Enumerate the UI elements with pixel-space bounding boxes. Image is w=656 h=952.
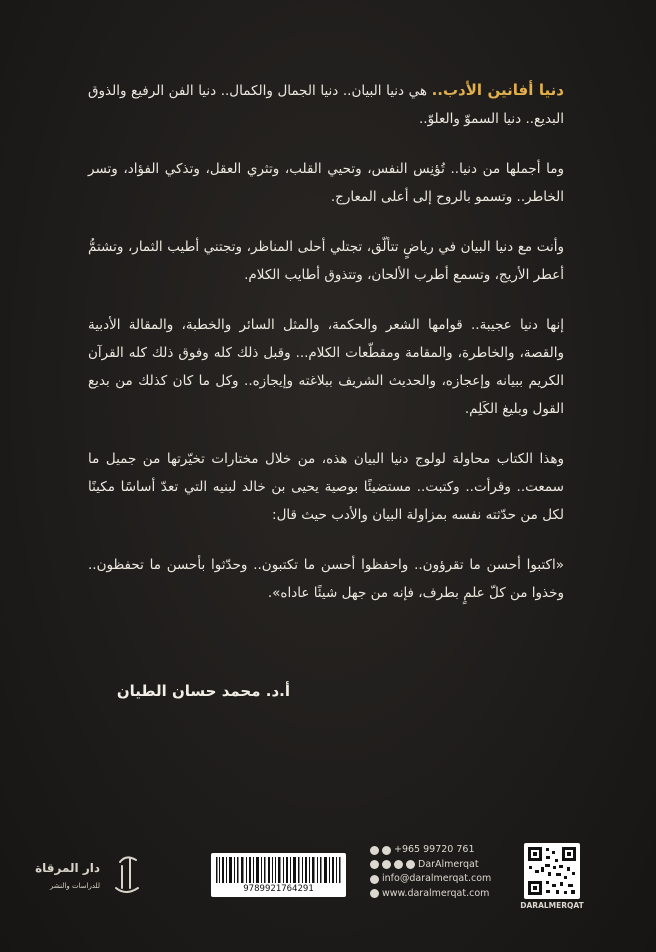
paragraph-5: [88, 445, 564, 529]
social-handle: DarAlmerqat: [418, 858, 479, 870]
website-url: www.daralmerqat.com: [382, 887, 490, 899]
paragraph-2: [88, 155, 564, 211]
quote-paragraph: [88, 551, 564, 607]
globe-icon: [370, 889, 379, 898]
phone-icon: [382, 846, 391, 855]
telegram-icon: [406, 860, 415, 869]
paragraph-text: وما أجملها من دنيا.. تُؤنِس النفس، وتحيي القلب، وتثري العقل، وتذكي الفؤاد، وتسر الخاطر.. وتسمو بالروح إلى أعلى المعارج.: [88, 161, 564, 205]
publisher-name: دار المرقاة: [35, 861, 100, 875]
publisher-contacts: [370, 843, 520, 901]
paragraph-highlight: دنيا أفانين الأدب..: [431, 81, 564, 99]
qr-code-icon: [524, 843, 580, 899]
phone-number: +965 99720 761: [394, 844, 475, 855]
twitter-icon: [382, 860, 391, 869]
paragraph-4: [88, 311, 564, 423]
barcode-bars-icon: [216, 857, 341, 883]
paragraph-text: إنها دنيا عجيبة.. قوامها الشعر والحكمة، والمثل السائر والخطبة، والمقالة الأدبية والقصة، والخاطرة، والمقامة ومقطّعات الكلام... وقبل ذلك كله وفوق ذلك كله القرآن الكريم ببيانه وإعجازه، والحديث الشريف ببلاغته وإيجازه.. وكل ما كان كذلك من بديع القول وبليغ الكَلِم.: [88, 317, 564, 417]
instagram-icon: [394, 860, 403, 869]
facebook-icon: [370, 860, 379, 869]
qr-caption: DARALMERQAT: [520, 901, 584, 910]
paragraph-text: وأنت مع دنيا البيان في رياضٍ تتألّق، تجتلي أحلى المناظر، وتجتني أطيب الثمار، وتشتمُّ أعطر الأريج، وتسمع أطرب الألحان، وتتذوق أطايب الكلام.: [88, 239, 564, 283]
isbn-number: 9789921764291: [243, 884, 314, 894]
publisher-logo-icon: [35, 848, 152, 900]
email-icon: [370, 875, 379, 884]
email-address: info@daralmerqat.com: [382, 873, 492, 884]
author-signature: أ.د. محمد حسان الطيان: [116, 682, 290, 700]
paragraph-text: وهذا الكتاب محاولة لولوج دنيا البيان هذه، من خلال مختارات تخيّرتها من جميل ما سمعت.. وقرأت.. وكتبت.. مستضيئًا بوصية يحيى بن خالد لبنيه التي تعدّ أساسًا مكينًا لكل من حدّثته نفسه بمزاولة البيان والأدب حيث قال:: [88, 451, 564, 523]
qr-code: [524, 843, 580, 899]
publisher-logo: [35, 848, 152, 900]
paragraph-3: [88, 233, 564, 289]
paragraph-1: [88, 76, 564, 133]
whatsapp-icon: [370, 846, 379, 855]
isbn-barcode: [211, 853, 346, 897]
contact-phone: [370, 843, 520, 858]
contact-website: [370, 887, 520, 902]
paragraph-text: هي دنيا البيان.. دنيا الجمال والكمال.. دنيا الفن الرفيع والذوق البديع.. دنيا السموّ والعلوّ..: [88, 83, 564, 127]
blurb-text: [88, 76, 564, 629]
paragraph-text: «اكتبوا أحسن ما تقرؤون.. واحفظوا أحسن ما تكتبون.. وحدّثوا بأحسن ما تحفظون.. وخذوا من كلّ علمٍ بطرف، فإنه من جهل شيئًا عاداه».: [88, 557, 564, 601]
publisher-tagline: للدراسات والنشر: [50, 882, 100, 890]
contact-email: [370, 872, 520, 887]
contact-social: [370, 858, 520, 873]
